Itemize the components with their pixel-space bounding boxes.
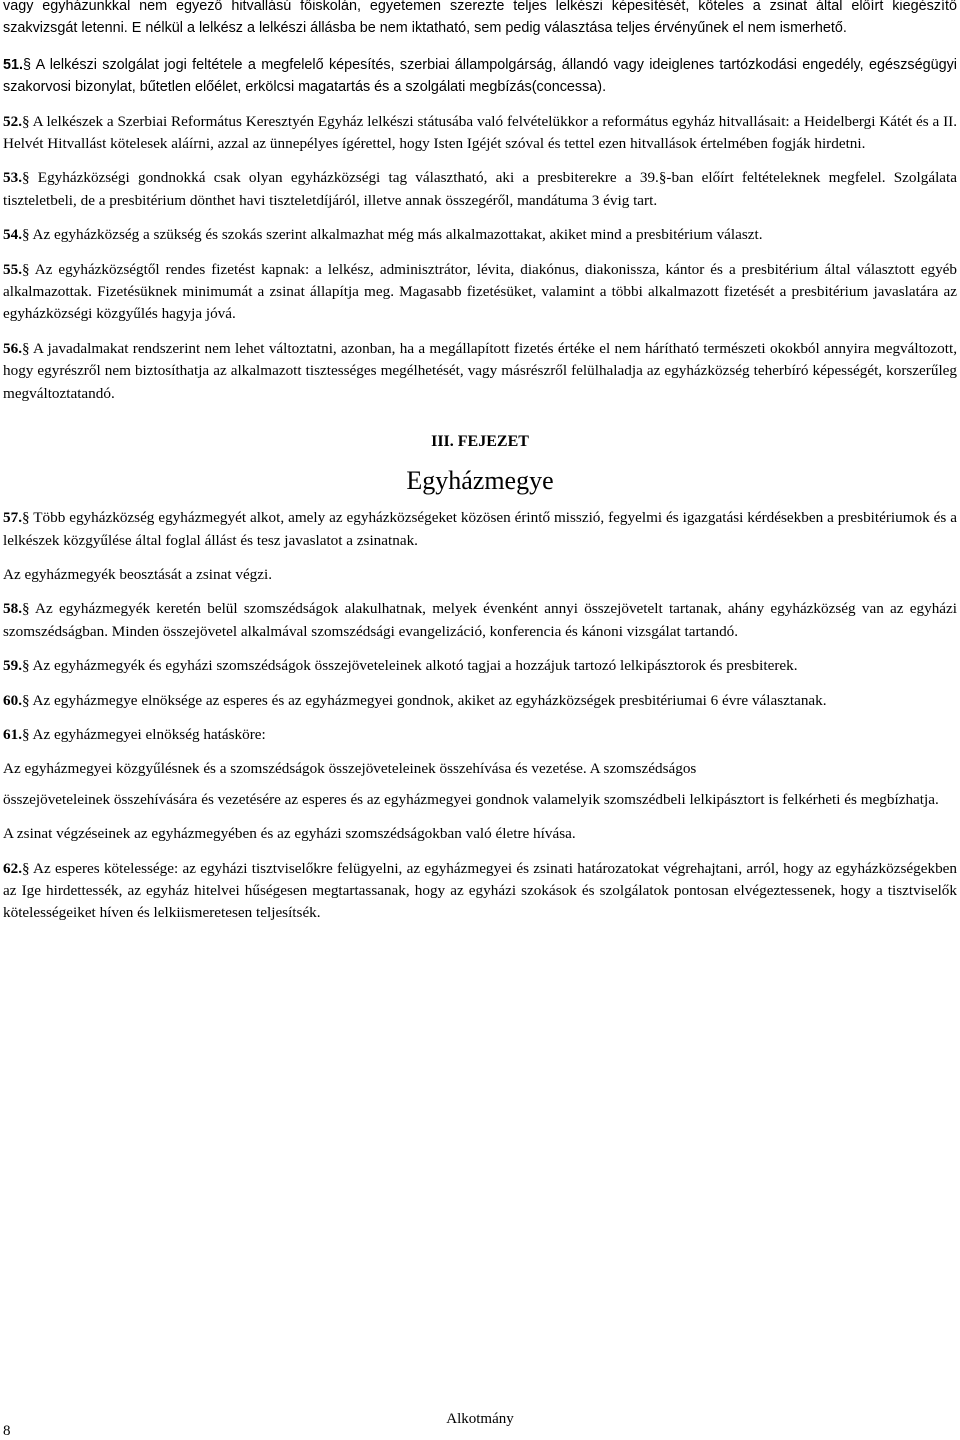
section-symbol: §: [21, 112, 30, 130]
section-text: A lelkészek a Szerbiai Református Keresztyén Egyház lelkészi státusába való felvételükkor a református egyház hitvallásait: a Heidelbergi Kátét és a II. Helvét Hitvallást kötelesek aláírni, azzal az ünnepélyes ígérettel, hogy Isten Igéjét szóval és tettel ezen hitvallások értelmében fogják hirdetni.: [3, 112, 957, 153]
section-53: [3, 167, 957, 212]
intro-paragraph: [3, 0, 957, 40]
section-symbol: §: [21, 260, 30, 278]
chapter-title: Egyházmegye: [406, 466, 554, 496]
section-number: 60.: [3, 691, 22, 709]
section-text: Az egyházmegye elnöksége az esperes és az egyházmegyei gondnok, akiket az egyházközségek presbitériumai 6 évre választanak.: [29, 691, 827, 709]
section-60: [3, 690, 957, 712]
section-57-continuation: [3, 564, 957, 586]
section-symbol: §: [21, 169, 30, 187]
section-55: [3, 259, 957, 326]
section-text: Az egyházmegyék keretén belül szomszédságok alakulhatnak, melyek évenként annyi összejövetelt tartanak, ahány egyházközség van az egyházi szomszédságban. Minden összejövetel alkalmával szomszédsági evangelizáció, konferencia és kánoni vizsgálat tartandó.: [3, 600, 957, 640]
section-51: [3, 54, 957, 99]
section-number: 55.: [3, 260, 22, 278]
section-text: Az egyházmegyék és egyházi szomszédságok összejöveteleinek alkotó tagjai a hozzájuk tartozó lelkipásztorok és presbiterek.: [29, 657, 798, 675]
section-symbol: §: [21, 339, 30, 357]
page-number: 8: [3, 1423, 11, 1439]
footer-title: Alkotmány: [446, 1411, 514, 1427]
section-number: 59.: [3, 657, 22, 675]
section-text: Az egyházmegyei elnökség hatásköre:: [29, 725, 266, 743]
section-61: [3, 724, 957, 746]
section-58: [3, 598, 957, 643]
section-text: A lelkészi szolgálat jogi feltétele a megfelelő képesítés, szerbiai állampolgárság, állandó vagy ideiglenes tartózkodási engedély, egészségügyi szakorvosi bizonylat, bűtetlen előélet, erkölcsi magatartás és a szolgálati megbízás(concessa).: [3, 56, 957, 96]
section-number: 53.: [3, 169, 22, 187]
section-61-item-1: [3, 758, 957, 780]
section-number: 58.: [3, 600, 22, 618]
section-56: [3, 338, 957, 405]
section-number: 56.: [3, 339, 22, 357]
section-symbol: §: [23, 56, 32, 73]
section-symbol: §: [21, 600, 30, 618]
section-62: [3, 858, 957, 925]
section-text: Az egyházközség a szükség és szokás szerint alkalmazhat még más alkalmazottakat, akiket mind a presbitérium választ.: [29, 226, 763, 244]
section-59: [3, 655, 957, 677]
section-text: A javadalmakat rendszerint nem lehet változtatni, azonban, ha a megállapított fizetés értéke el nem hárítható természeti okokból annyira megváltozott, hogy egyrészről nem biztosíthatja az alkalmazott tisztességes megélhetését, vagy másrészről felülhaladja az egyházközség teherbíró képességét, korszerűleg megváltoztatandó.: [3, 339, 957, 402]
section-text: Az egyházközségtől rendes fizetést kapnak: a lelkész, adminisztrátor, lévita, diakónus, diakonissza, kántor és a presbitérium által választott egyéb alkalmazottak. Fizetésüknek minimumát a zsinat állapítja meg. Magasabb fizetésüket, valamint a többi alkalmazott fizetését a presbitérium javaslatára az egyházközségi közgyűlés hagyja jóvá.: [3, 260, 957, 323]
paragraph-text: Az egyházmegyei közgyűlésnek és a szomszédságok összejöveteleinek összehívása és vezetése. A szomszédságos: [3, 760, 697, 778]
section-number: 61.: [3, 725, 22, 743]
section-number: 52.: [3, 112, 22, 130]
paragraph-text: Az egyházmegyék beosztását a zsinat végzi.: [3, 565, 273, 583]
chapter-heading: III. FEJEZET: [431, 433, 529, 451]
intro-text: vagy egyházunkkal nem egyező hitvallású főiskolán, egyetemen szerezte teljes lelkészi képesítését, köteles a zsinat által előírt kiegészítő szakvizsgát letenni. E nélkül a lelkész a lelkészi állásba be nem iktatható, sem pedig választása teljes érvényűnek el nem ismerhető.: [3, 0, 957, 37]
section-symbol: §: [21, 509, 30, 527]
section-52: [3, 111, 957, 156]
section-61-item-2: [3, 789, 957, 811]
section-text: Az esperes kötelessége: az egyházi tisztviselőkre felügyelni, az egyházmegyei és zsinati határozatokat végrehajtani, arról, hogy az egyházközségekben az Ige hirdettessék, az egyház hitelvei hűségesen megtartassanak, hogy az egyházi szokások és szolgálatok pontosan elvégeztessenek, hogy a tisztviselők kötelességeiket híven és lelkiismeretesen teljesítsék.: [3, 859, 957, 922]
section-54: [3, 224, 957, 246]
section-61-item-3: [3, 823, 957, 845]
document-page: [3, 0, 957, 937]
section-symbol: §: [21, 691, 30, 709]
section-symbol: §: [21, 226, 30, 244]
section-number: 54.: [3, 226, 22, 244]
paragraph-text: A zsinat végzéseinek az egyházmegyében és az egyházi szomszédságokban való életre hívása.: [3, 825, 576, 843]
section-text: Több egyházközség egyházmegyét alkot, amely az egyházközségeket közösen érintő misszió, fegyelmi és igazgatási kérdésekben a presbitériumok és a lelkészek közgyűlése által foglal állást és tesz javaslatot a zsinatnak.: [3, 509, 957, 549]
paragraph-text: összejöveteleinek összehívására és vezetésére az esperes és az egyházmegyei gondnok valamelyik szomszédbeli lelkipásztort is felkérheti és megbízhatja.: [3, 790, 939, 808]
section-number: 57.: [3, 509, 22, 527]
section-57: [3, 507, 957, 552]
section-symbol: §: [21, 657, 30, 675]
section-symbol: §: [21, 725, 30, 743]
section-number: 62.: [3, 859, 22, 877]
section-number: 51.: [3, 56, 24, 73]
section-text: Egyházközségi gondnokká csak olyan egyházközségi tag választható, aki a presbiterekre a 39.§-ban előírt feltételeknek megfelel. Szolgálata tiszteletbeli, de a presbitérium dönthet havi tiszteletdíjáról, illetve annak összegéről, mandátuma 3 évig tart.: [3, 169, 957, 209]
section-symbol: §: [21, 859, 30, 877]
